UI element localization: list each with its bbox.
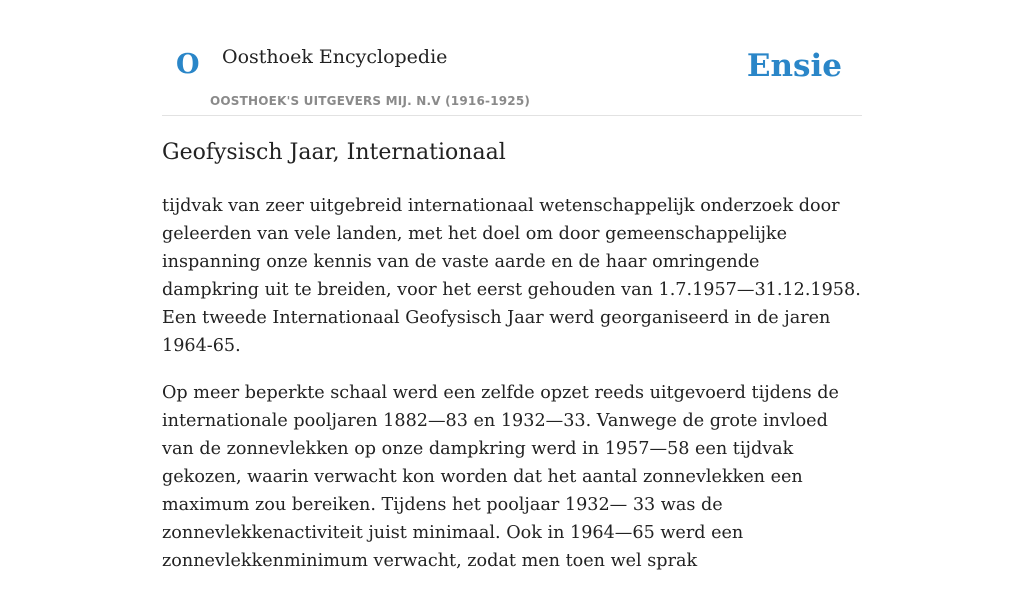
article-body [162,192,862,594]
source-logo-icon[interactable]: O [176,49,200,80]
article-title: Geofysisch Jaar, Internationaal [162,140,506,165]
article-paragraph: Op meer beperkte schaal werd een zelfde opzet reeds uitgevoerd tijdens de internationale pooljaren 1882—83 en 1932—33. Vanwege de grote invloed van de zonnevlekken op onze dampkring werd in 1957—58 een tijdvak gekozen, waarin verwacht kon worden dat het aantal zonnevlekken een maximum zou bereiken. Tijdens het pooljaar 1932— 33 was de zonnevlekkenactiviteit juist minimaal. Ook in 1964—65 werd een zonnevlekkenminimum verwacht, zodat men toen wel sprak [162,383,839,571]
page [162,0,862,571]
article-paragraph: tijdvak van zeer uitgebreid internationaal wetenschappelijk onderzoek door geleerden van vele landen, met het doel om door gemeenschappelijke inspanning onze kennis van de vaste aarde en de haar omringende dampkring uit te breiden, voor het eerst gehouden van 1.7.1957—31.12.1958. Een tweede Internationaal Geofysisch Jaar werd georganiseerd in de jaren 1964-65. [162,196,861,356]
site-header [162,0,862,116]
source-title-link[interactable]: Oosthoek Encyclopedie [222,46,448,68]
publisher-label: OOSTHOEK'S UITGEVERS MIJ. N.V (1916-1925) [210,94,531,108]
ensie-logo-link[interactable]: Ensie [746,48,842,84]
